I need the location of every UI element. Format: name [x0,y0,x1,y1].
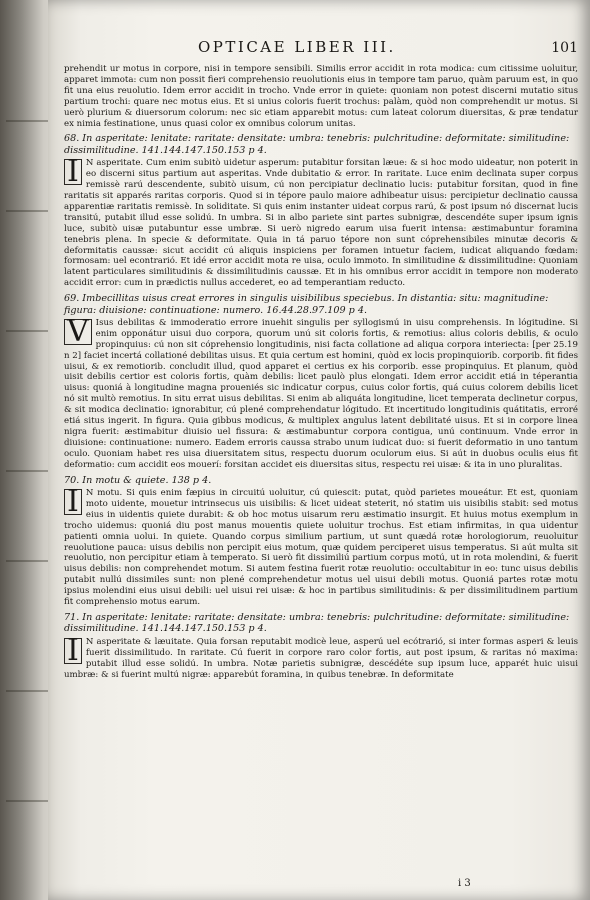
page-number: 101 [551,40,578,56]
section-71 [64,632,578,681]
dropcap-68: I [64,159,82,185]
section-body-70: N motu. Si quis enim fæpius in circuitú uoluitur, cú quiescit: putat, quòd parietes moueátur. Et est, quoniam moto uidente, mouetur intrinsecus uis uisibilis: & licet uideat steterit, nó statim uis uisibilis stabit: sed motus eius in uidentis quiete durabit: & ob hoc motus uisarum reru æstimatio insurgit. Et huius motus exemplum in trocho uidemus: quoniá diu post manus mouentis quiete uoluitur trochus. Est etiam infirmitas, in qua uidentur patienti omnia uolui. In quiete. Quando corpus similium partium, ut sunt quædá rotæ horologiorum, reuoluitur reuolutione pauca: uisus debilis non percipit eius motum, quæ quidem perciperet uisus temperatus. Si aút multa sit reuolutio, non percipitur etiam à temperato. Si uerò fit dissimiliú partium corpus motú, ut in rota molendini, & fuerit uisus debilis: non comprehendet motum. Si autem festina fuerit rotæ reuolutio: occultabitur in eo: tunc uisus debilis putabit nullú dissimiles sunt: non plené comprehendetur motus uel uisui debili motus. Quoniá partes rotæ motu ipsius molendini eius uisui debili: uel uisui rei uisæ: & hoc in partibus similitudinis: & per dissimilitudinem partium fit comprehensio motus earum. [64,488,578,608]
running-head: OPTICAE LIBER III. [198,38,396,56]
signature-mark: i 3 [458,878,471,889]
section-heading-71: 71. In asperitate: lenitate: raritate: densitate: umbra: tenebris: pulchritudine: deformitate: similitudine: dissimilitudine. 141.144.147.150.153 p 4. [64,612,570,635]
section-68 [64,154,578,289]
page-header [48,38,590,60]
section-70 [64,484,578,608]
dropcap-69: V [64,319,92,345]
section-body-71: N asperitate & læuitate. Quia forsan reputabit modicè leue, asperú uel ecótrarió, si inter formas asperi & leuis fuerit dissimilitudo. In raritate. Cú fuerit in corpore raro color fortis, aut post ipsum, & raritas nó maxima: putabit illud esse solidú. In umbra. Notæ parietis subnigræ, descédéte sup ipsum luce, apparét huic uisui umbræ: & si fuerint multú nigræ: apparebút foramina, in quibus tenebræ. In deformitate [64,636,578,680]
dropcap-70: I [64,489,82,515]
section-body-69: Isus debilitas & immoderatio errore inuehit singulis per syllogismú in uisu comprehensis. In lógitudine. Si enim opponátur uisui duo corpora, quorum unú sit coloris fortis, & remotius: alius coloris debilis, & oculo propinquius: cú non sit cóprehensio longitudinis, nisi facta collatione ad aliqua corpora interiecta: [per 25.19 n 2] faciet incertá collationé debilitas uisus. Et quia certum est homini, quòd ex locis propinquiorib. corporib. fit fides uisui, & ex remotiorib. concludit illud, quod apparet ei certius ex his corporib. esse propinquius. Et planum, quòd uisit debilis certior est coloris fortis, quàm debilis: licet paulò plus elongati. Idem error accidit etiá in téperantia uisus: quoniá à longitudine magna proueniés sic indicatur corpus, cuius color fortis, quá cuius colorem debilis licet nó sit multò remotius. In situ errat uisus debilitas. Si enim ab aliquáta longitudine, licet temperata declinetur corpus, & sit modica declinatio: ignorabitur, cú plené comprehendatur lógitudo. Et incertitudo longitudinis quátitatis, erroré etiá situs ingerit. In figura. Quia gibbus modicus, & multiplex angulus latent debilitaté uisus. Et si in corpore linea nigra fuerit: æstimabitur diuisio uel fissura: & æstimabuntur corpora contigua, unú continuum. Vnde error in diuisione: continuatione: numero. Eadem erroris caussa strabo unum iudicat duo: si fuerit deformatio in uno tantum oculo. Quoniam habet res uisa diuersitatem situs, respectu duorum oculorum eius. Si aút in duobus oculis eius fit deformatio: cum accidit eos mouerí: forsitan accidet eis diuersitas situs, respectu rei uisæ: & ita in uno pluralitas. [64,317,578,470]
section-body-68: N asperitate. Cum enim subitò uidetur asperum: putabitur forsitan læue: & si hoc modo uideatur, non poterit in eo discerni situs partium aut asperitas. Vnde dubitatio & error. In raritate. Luce enim declinata super corpus remissè rarú descendente, subitò uisum, cú non percipiatur declinatio lucis: putabitur forsitan, quod in fine raritatis sit apparés raritas corporis. Quod si in tépore paulo maiore adhibeatur uisus: percipietur declinatio caussa apparentiæ raritatis remissè. In soliditate. Si quis enim instanter uideat corpus rarú, & post ipsum nó discernat lucis transitú, putabit illud esse solidú. In umbra. Si in albo pariete sint partes subnigræ, descendéte super ipsum ignis luce, subitò uisæ putabuntur esse umbræ. Si uerò nigredo earum uisa fuerit intensa: æstimabuntur foramina tenebris plena. In specie & deformitate. Quia in tá paruo tépore non sunt cóprehensibiles minutæ decoris & deformitatis caussæ: sicut accidit cú aliquis inspiciens per foramen intuetur faciem, iudicat aliquando fœdam: formosam: uel econtrarió. Et idé error accidit mota re uisa, oculo immoto. In similitudine & dissimilitudine: Quoniam latent particulares similitudinis & dissimilitudinis caussæ. Et in his omnibus error accidit in tempore non moderato accidit error: cum in prædictis nullus accederet, eo ad temperantiam reducto. [64,158,578,289]
section-heading-68: 68. In asperitate: lenitate: raritate: densitate: umbra: tenebris: pulchritudine: deformitate: similitudine: dissimilitudine. 141.144.147.150.153 p 4. [64,133,570,156]
section-heading-70: 70. In motu & quiete. 138 p 4. [64,474,212,486]
section-69 [64,313,578,471]
intro-paragraph: prehendit ur motus in corpore, nisi in tempore sensibili. Similis error accidit in rota modica: cum citissime uoluitur, apparet immota: cum non possit fieri comprehensio reuolutionis eius in tempore tam paruo, quàm paruum est, in quo fit una eius reuolutio. Idem error accidit in trocho. Vnde error in quiete: quoniam non potest discerni mutatio situs partium trochi: quare nec motus eius. Et si unius coloris fuerit trochus: palàm, quòd non comprehendit ur motus. Si uerò plurium & diuersorum colorum: nec sic etiam apparebit motus: cum lateat colorum diuersitas, & præ tendatur ex nimia festinatione, unus quasi color ex omnibus colorum unitas. [64,64,578,129]
dropcap-71: I [64,638,82,664]
book-page [48,0,590,900]
body-text [64,64,578,680]
section-heading-69: 69. Imbecillitas uisus creat errores in singulis uisibilibus speciebus. In distantia: situ: magnitudine: figura: diuisione: continuatione: numero. 16.44.28.97.109 p 4. [64,293,549,316]
